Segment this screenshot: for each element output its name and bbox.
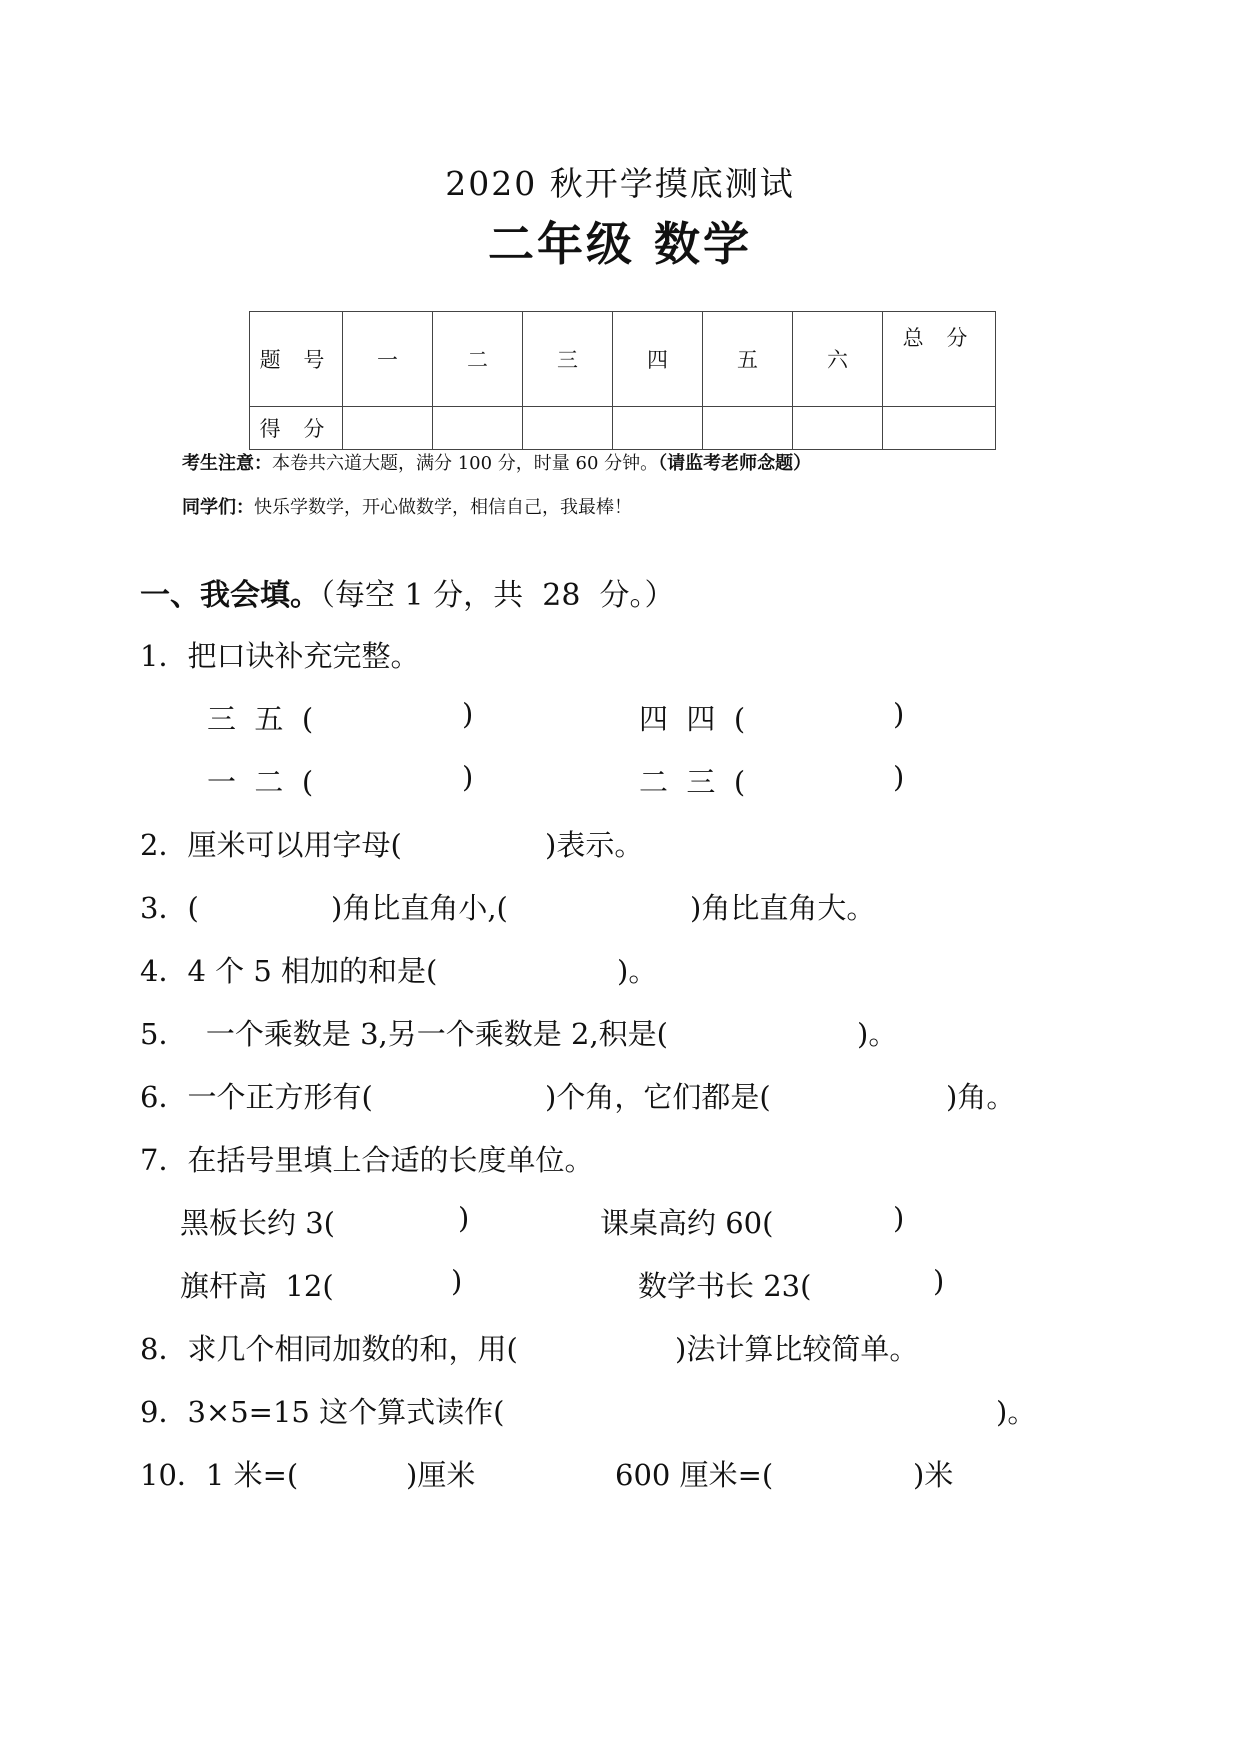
q1-item-c: 一 二 ( [207, 765, 314, 799]
question-10: 10．1 米=( [140, 1458, 299, 1492]
question-10-mid: )厘米 [406, 1458, 476, 1492]
score-cell-5 [703, 407, 793, 450]
question-9-close: )。 [996, 1395, 1037, 1429]
q7-item-b-close: ) [893, 1201, 905, 1235]
section-1-points: （每空 1 分，共 28 分。） [320, 578, 675, 613]
score-cell-6 [793, 407, 883, 450]
q7-item-b: 课桌高约 60( [600, 1206, 774, 1240]
score-table [249, 311, 996, 450]
students-text: 快乐学数学，开心做数学，相信自己，我最棒！ [254, 497, 632, 518]
question-1: 1．把口诀补充完整。 [140, 639, 420, 673]
exam-notice [182, 449, 811, 475]
q7-item-a: 黑板长约 3( [180, 1206, 335, 1240]
question-4: 4．4 个 5 相加的和是( [140, 954, 438, 988]
question-8-close: )法计算比较简单。 [675, 1332, 919, 1366]
exam-title: 2020 秋开学摸底测试 [445, 164, 795, 203]
q7-item-c-close: ) [451, 1264, 463, 1298]
question-3-mid: )角比直角小,( [331, 891, 508, 925]
q1-item-c-close: ) [462, 760, 474, 794]
q1-item-b: 四 四 ( [639, 702, 746, 736]
notice-label: 考生注意： [182, 453, 272, 474]
question-2: 2．厘米可以用字母( [140, 828, 402, 862]
column-2: 二 [433, 312, 523, 407]
column-1: 一 [343, 312, 433, 407]
question-5: 5． 一个乘数是 3,另一个乘数是 2,积是( [140, 1017, 668, 1051]
student-message [182, 493, 632, 519]
total-score-label: 总 分 [883, 312, 996, 407]
question-6: 6．一个正方形有( [140, 1080, 373, 1114]
score-cell-total [883, 407, 996, 450]
q1-item-b-close: ) [893, 697, 905, 731]
question-6-mid: )个角，它们都是( [545, 1080, 771, 1114]
question-9: 9．3×5=15 这个算式读作( [140, 1395, 505, 1429]
section-1-heading [140, 570, 674, 614]
question-6-close: )角。 [946, 1080, 1016, 1114]
question-10-b-close: )米 [913, 1458, 954, 1492]
score-cell-2 [433, 407, 523, 450]
q7-item-d: 数学书长 23( [638, 1269, 812, 1303]
column-3: 三 [523, 312, 613, 407]
question-10-b: 600 厘米=( [615, 1458, 774, 1492]
column-5: 五 [703, 312, 793, 407]
question-7: 7．在括号里填上合适的长度单位。 [140, 1143, 594, 1177]
score-cell-4 [613, 407, 703, 450]
exam-subject: 二年级 数学 [487, 217, 752, 271]
score-table-score-row [250, 407, 996, 450]
question-2-close: )表示。 [545, 828, 644, 862]
question-4-close: )。 [617, 954, 658, 988]
q1-item-d: 二 三 ( [639, 765, 746, 799]
q7-item-a-close: ) [458, 1201, 470, 1235]
students-label: 同学们： [182, 497, 254, 518]
q7-item-c: 旗杆高 12( [180, 1269, 334, 1303]
section-1-title: 一、我会填。 [140, 578, 320, 613]
question-number-label: 题 号 [250, 312, 343, 407]
score-cell-1 [343, 407, 433, 450]
score-label: 得 分 [250, 407, 343, 450]
notice-text: 本卷共六道大题，满分 100 分，时量 60 分钟。 [272, 453, 659, 474]
notice-tail: （请监考老师念题） [658, 453, 812, 474]
q1-item-a: 三 五 ( [207, 702, 314, 736]
score-cell-3 [523, 407, 613, 450]
column-4: 四 [613, 312, 703, 407]
question-8: 8．求几个相同加数的和，用( [140, 1332, 518, 1366]
q1-item-d-close: ) [893, 760, 905, 794]
q7-item-d-close: ) [933, 1264, 945, 1298]
q1-item-a-close: ) [462, 697, 474, 731]
column-6: 六 [793, 312, 883, 407]
question-3: 3．( [140, 891, 199, 925]
question-3-close: )角比直角大。 [690, 891, 876, 925]
question-5-close: )。 [857, 1017, 898, 1051]
score-table-header-row [250, 312, 996, 407]
